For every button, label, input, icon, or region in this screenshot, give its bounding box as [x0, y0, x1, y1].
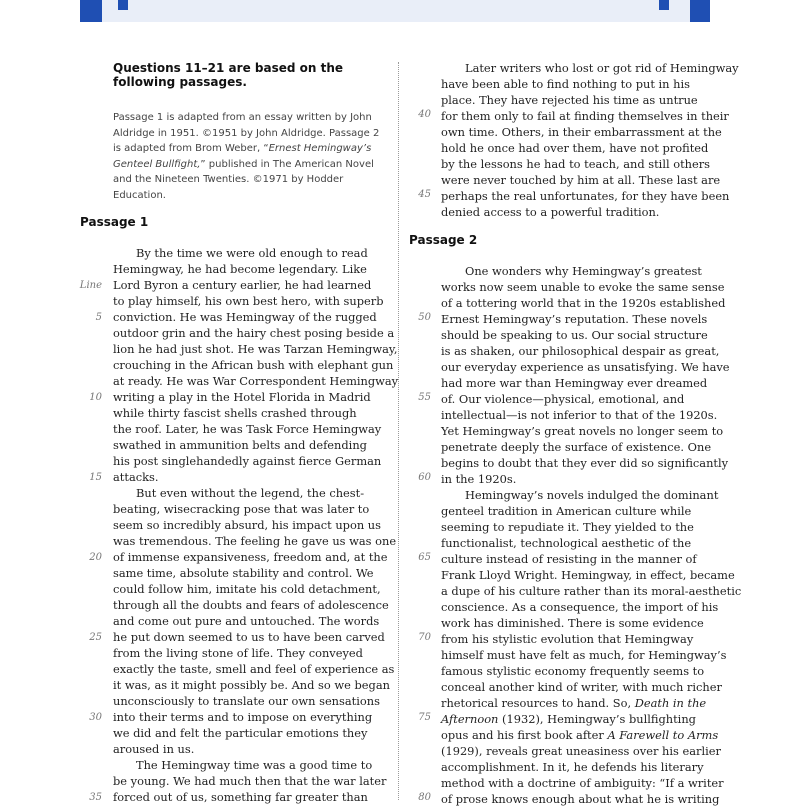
- passage-line: Hemingway’s novels indulged the dominant: [465, 488, 719, 502]
- passage-line: of a tottering world that in the 1920s established: [441, 296, 726, 310]
- header-left-tick: [118, 0, 128, 10]
- passage-line: [441, 712, 696, 728]
- passage-line: accomplishment. In it, he defends his literary: [441, 760, 704, 774]
- passage-line: same time, absolute stability and control. We: [113, 566, 374, 580]
- passage-text: rhetorical resources to hand. So,: [441, 696, 635, 710]
- passage-line: seem so incredibly absurd, his impact upon us: [113, 518, 381, 532]
- passage-line: own time. Others, in their embarrassment at the: [441, 125, 722, 139]
- passage-line: was tremendous. The feeling he gave us was one: [113, 534, 397, 548]
- passage-line: and come out pure and untouched. The words: [113, 614, 380, 628]
- passage-line: exactly the taste, smell and feel of experience as: [113, 662, 395, 676]
- line-number: 25: [89, 632, 102, 643]
- line-number: 30: [89, 712, 102, 723]
- passage-line: a dupe of his culture rather than its moral-aesthetic: [441, 584, 742, 598]
- passage-line: One wonders why Hemingway’s greatest: [465, 264, 702, 278]
- passage-line: seeming to repudiate it. They yielded to the: [441, 520, 694, 534]
- passage-1-text: [113, 246, 399, 804]
- passage-line: By the time we were old enough to read: [136, 246, 368, 260]
- passage-text: (1932), Hemingway’s bullfighting: [502, 712, 696, 726]
- line-number: 75: [418, 712, 431, 723]
- passage-line: of immense expansiveness, freedom and, at the: [113, 550, 388, 564]
- passage-1-continuation: [441, 61, 739, 221]
- line-number: 80: [418, 792, 431, 803]
- header-right-tick: [659, 0, 669, 10]
- line-number: 55: [418, 392, 431, 403]
- line-number: 45: [418, 189, 431, 200]
- line-number: 40: [418, 109, 431, 120]
- passage-line: attacks.: [113, 470, 159, 484]
- line-number: 35: [89, 792, 102, 803]
- passage-line: we did and felt the particular emotions they: [113, 726, 368, 740]
- passage-line: The Hemingway time was a good time to: [136, 758, 373, 772]
- passage-line: denied access to a powerful tradition.: [441, 205, 660, 219]
- passage-line: [441, 696, 706, 712]
- line-marker: Line: [79, 280, 102, 291]
- passage-line: Ernest Hemingway’s reputation. These novels: [441, 312, 708, 326]
- line-number: 70: [418, 632, 431, 643]
- passage-line: from the living stone of life. They conveyed: [113, 646, 363, 660]
- passage-line: Hemingway, he had become legendary. Like: [113, 262, 367, 276]
- line-number: 15: [89, 472, 102, 483]
- book-title: Death in the: [634, 696, 707, 710]
- passage-line: unconsciously to translate our own sensations: [113, 694, 380, 708]
- passage-line: have been able to find nothing to put in his: [441, 77, 690, 91]
- passage-line: beating, wisecracking pose that was later to: [113, 502, 370, 516]
- passage-line: penetrate deeply the surface of existence. One: [441, 440, 712, 454]
- line-number: 10: [89, 392, 102, 403]
- column-divider: [398, 62, 399, 800]
- passage-line: had more war than Hemingway ever dreamed: [441, 376, 708, 390]
- passage-line: [441, 728, 718, 744]
- passage-line: of. Our violence—physical, emotional, and: [441, 392, 685, 406]
- passage-line: crouching in the African bush with elephant gun: [113, 358, 394, 372]
- passage-line: should be speaking to us. Our social structure: [441, 328, 708, 342]
- passage-2-heading: Passage 2: [409, 233, 478, 247]
- passage-line: Lord Byron a century earlier, he had learned: [113, 278, 372, 292]
- passage-line: writing a play in the Hotel Florida in Madrid: [113, 390, 371, 404]
- passage-line: work has diminished. There is some evidence: [441, 616, 704, 630]
- passage-line: be young. We had much then that the war later: [113, 774, 387, 788]
- passage-line: could follow him, imitate his cold detachment,: [113, 582, 381, 596]
- passage-line: outdoor grin and the hairy chest posing beside a: [113, 326, 395, 340]
- passage-line: (1929), reveals great uneasiness over his earlier: [441, 744, 721, 758]
- passage-line: were never touched by him at all. These last are: [441, 173, 721, 187]
- passage-line: Yet Hemingway’s great novels no longer seem to: [441, 424, 724, 438]
- passage-line: hold he once had over them, have not profited: [441, 141, 709, 155]
- header-right-block: [690, 0, 710, 22]
- header-band: [80, 0, 710, 22]
- passage-line: culture instead of resisting in the manner of: [441, 552, 697, 566]
- passage-line: works now seem unable to evoke the same sense: [441, 280, 725, 294]
- passage-line: by the lessons he had to teach, and still others: [441, 157, 711, 171]
- passage-line: method with a doctrine of ambiguity: “If a writer: [441, 776, 724, 790]
- passage-line: conscience. As a consequence, the import of his: [441, 600, 719, 614]
- passage-1-heading: Passage 1: [80, 215, 149, 229]
- passage-line: to play himself, his own best hero, with superb: [113, 294, 384, 308]
- header-left-block: [80, 0, 102, 22]
- passage-line: begins to doubt that they ever did so significantly: [441, 456, 729, 470]
- passage-line: Later writers who lost or got rid of Hemingway: [465, 61, 739, 75]
- passage-line: functionalist, technological aesthetic of the: [441, 536, 692, 550]
- passage-line: swathed in ammunition belts and defending: [113, 438, 367, 452]
- passage-line: forced out of us, something far greater than: [113, 790, 368, 804]
- line-number: 60: [418, 472, 431, 483]
- passage-line: place. They have rejected his time as untrue: [441, 93, 698, 107]
- questions-heading: Questions 11–21 are based on the following passages.: [113, 61, 344, 89]
- book-title: Afternoon: [441, 712, 499, 726]
- passage-line: perhaps the real unfortunates, for they have been: [441, 189, 730, 203]
- passage-2-text: [441, 264, 742, 806]
- passage-line: But even without the legend, the chest-: [136, 486, 365, 500]
- passage-line: our everyday experience as unsatisfying. We have: [441, 360, 730, 374]
- passage-line: lion he had just shot. He was Tarzan Hemingway,: [113, 342, 398, 356]
- passage-line: for them only to fail at finding themselves in their: [441, 109, 729, 123]
- passage-line: at ready. He was War Correspondent Hemingway: [113, 374, 399, 388]
- passage-line: himself must have felt as much, for Hemingway’s: [441, 648, 727, 662]
- passage-line: the roof. Later, he was Task Force Hemingway: [113, 422, 382, 436]
- passage-line: conceal another kind of writer, with much richer: [441, 680, 722, 694]
- passage-line: in the 1920s.: [441, 472, 517, 486]
- line-number: 5: [95, 312, 102, 323]
- passage-line: from his stylistic evolution that Hemingway: [441, 632, 694, 646]
- passage-line: Frank Lloyd Wright. Hemingway, in effect, became: [441, 568, 735, 582]
- passage-line: genteel tradition in American culture while: [441, 504, 692, 518]
- line-number: 20: [89, 552, 102, 563]
- book-title: A Farewell to Arms: [607, 728, 719, 742]
- passage-line: through all the doubts and fears of adolescence: [113, 598, 389, 612]
- passage-line: into their terms and to impose on everything: [113, 710, 373, 724]
- line-number: 50: [418, 312, 431, 323]
- passage-line: conviction. He was Hemingway of the rugged: [113, 310, 377, 324]
- passage-line: intellectual—is not inferior to that of the 1920s.: [441, 408, 718, 422]
- passage-line: aroused in us.: [113, 742, 195, 756]
- passage-line: his post singlehandedly against fierce German: [113, 454, 382, 468]
- passage-line: it was, as it might possibly be. And so we began: [113, 678, 390, 692]
- line-number: 65: [418, 552, 431, 563]
- passage-line: he put down seemed to us to have been carved: [113, 630, 385, 644]
- passage-line: while thirty fascist shells crashed through: [113, 406, 357, 420]
- source-note: Passage 1 is adapted from an essay written by John Aldridge in 1951. ©1951 by John Aldridge. Passage 2 is adapted from Brom Weber, “Ernest Hemingway’s Genteel Bullfight,” published in The American Novel and the Nineteen Twenties. ©1971 by Hodder Education.: [113, 112, 380, 201]
- passage-text: opus and his first book after: [441, 728, 608, 742]
- passage-line: is as shaken, our philosophical despair as great,: [441, 344, 720, 358]
- passage-line: famous stylistic economy frequently seems to: [441, 664, 705, 678]
- passage-line: of prose knows enough about what he is writing: [441, 792, 720, 806]
